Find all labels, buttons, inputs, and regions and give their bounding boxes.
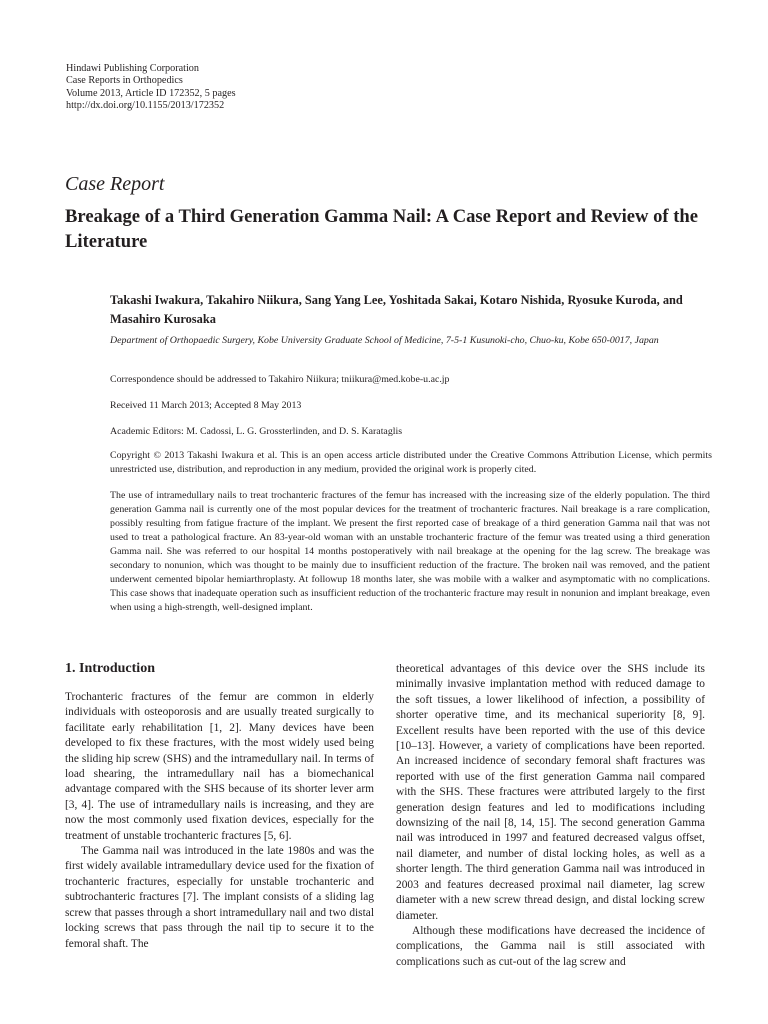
article-type: Case Report [65, 173, 165, 195]
publisher-name: Hindawi Publishing Corporation [66, 63, 199, 74]
body-paragraph: Trochanteric fractures of the femur are common in elderly individuals with osteoporosis and are usually treated surgically to facilitate early rehabilitation [1, 2]. Many devices have been developed to fix these fractures, with the most widely used being the sliding hip screw (SHS) and the intramedullary nail. In terms of load shearing, the intramedullary nail has a biomechanical advantage compared with the SHS because of its shorter lever arm [3, 4]. The use of intramedullary nails is increasing, and they are now the most commonly used fixation devices, especially for the treatment of unstable trochanteric fractures [5, 6]. [65, 691, 374, 842]
academic-editors: Academic Editors: M. Cadossi, L. G. Grossterlinden, and D. S. Karataglis [110, 426, 403, 437]
copyright-notice: Copyright © 2013 Takashi Iwakura et al. This is an open access article distributed under the Creative Commons Attribution License, which permits unrestricted use, distribution, and reproduction in any medium, provided the original work is properly cited. [110, 450, 712, 475]
volume-info: Volume 2013, Article ID 172352, 5 pages [66, 87, 236, 99]
doi-link[interactable]: http://dx.doi.org/10.1155/2013/172352 [66, 100, 225, 112]
affiliation: Department of Orthopaedic Surgery, Kobe University Graduate School of Medicine, 7-5-1 Kusunoki-cho, Chuo-ku, Kobe 650-0017, Japan [110, 335, 659, 346]
journal-name: Case Reports in Orthopedics [66, 75, 183, 87]
section-heading: 1. Introduction [65, 661, 155, 676]
journal-masthead [66, 63, 236, 113]
correspondence: Correspondence should be addressed to Takahiro Niikura; tniikura@med.kobe-u.ac.jp [110, 374, 450, 385]
body-paragraph: theoretical advantages of this device over the SHS include its minimally invasive implantation method with reduced damage to the soft tissues, a lower likelihood of infection, a possibility of shorter operative time, and its mechanical superiority [8, 9]. Excellent results have been reported with the use of this device [10–13]. However, a variety of complications have been reported. An increased incidence of secondary femoral shaft fractures was reported with use of the first generation Gamma nail compared with the SHS. These fractures were attributed largely to the first generation design features and led to modifications including downsizing of the nail [8, 14, 15]. The second generation Gamma nail was introduced in 1997 and featured decreased valgus offset, nail diameter, and number of distal locking holes, as well as a shorter length. The third generation Gamma nail was introduced in 2003 and features decreased proximal nail diameter, lag screw diameter with a new screw thread design, and distal locking screw diameter. [396, 663, 705, 922]
abstract: The use of intramedullary nails to treat trochanteric fractures of the femur has increased with the increasing size of the elderly population. The third generation Gamma nail is currently one of the most popular devices for the treatment of trochanteric fractures. Nail breakage is a rare complication, possibly resulting from fatigue fracture of the implant. We present the first reported case of breakage of a third generation Gamma nail that was not used to treat a pathological fracture. An 83-year-old woman with an unstable trochanteric fracture of the femur was treated using a third generation Gamma nail. She was referred to our hospital 14 months postoperatively with nail breakage at the opening for the lag screw. The breakage was secondary to nonunion, which was thought to be mainly due to insufficient reduction of the fracture. The broken nail was removed, and the patient underwent cemented bipolar hemiarthroplasty. At followup 18 months later, she was mobile with a walker and asymptomatic with no complications. This case shows that inadequate operation such as insufficient reduction of the trochanteric fracture may result in nonunion and implant breakage, even when using a high-strength, well-designed implant. [110, 490, 710, 613]
body-column-left [65, 660, 374, 952]
body-column-right [396, 662, 705, 970]
article-title: Breakage of a Third Generation Gamma Nail: A Case Report and Review of the Literature [65, 206, 699, 252]
received-dates: Received 11 March 2013; Accepted 8 May 2013 [110, 400, 302, 411]
body-paragraph: Although these modifications have decreased the incidence of complications, the Gamma nail is still associated with complications such as cut-out of the lag screw and [396, 924, 705, 968]
body-paragraph: The Gamma nail was introduced in the late 1980s and was the first widely available intramedullary device used for the fixation of trochanteric fractures, especially for unstable trochanteric and subtrochanteric fractures [7]. The implant consists of a sliding lag screw that passes through a short intramedullary nail and two distal locking screws that pass through the nail tip to secure it to the femoral shaft. The [65, 845, 374, 950]
author-list: Takashi Iwakura, Takahiro Niikura, Sang Yang Lee, Yoshitada Sakai, Kotaro Nishida, Ryosuke Kuroda, and Masahiro Kurosaka [110, 293, 683, 326]
